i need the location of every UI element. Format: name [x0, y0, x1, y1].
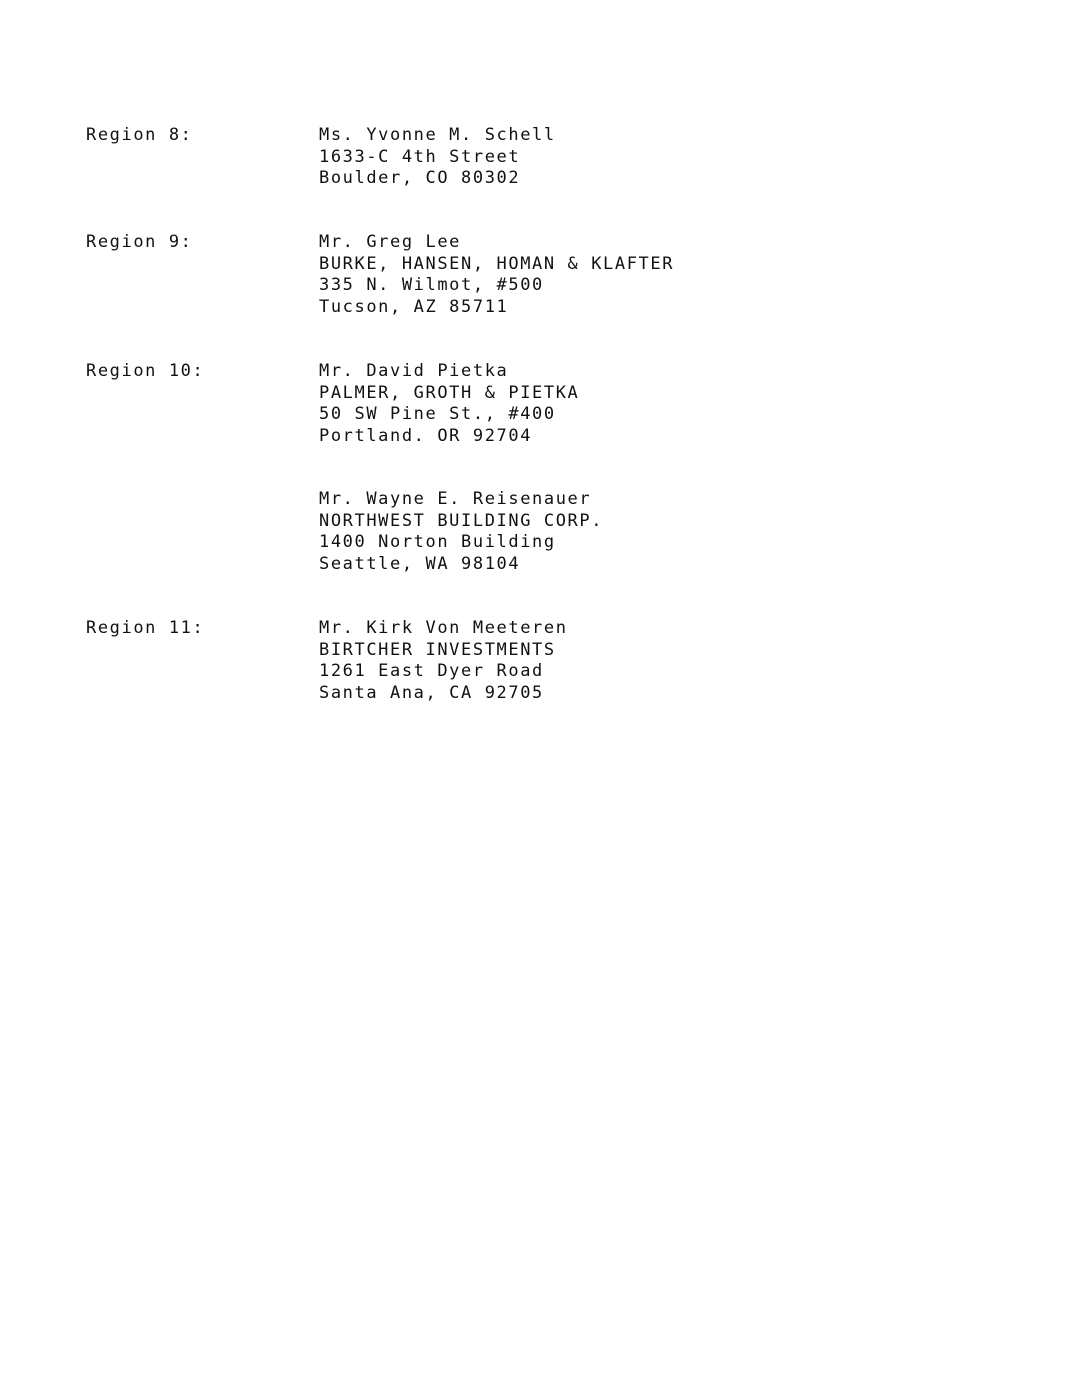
company-name: PALMER, GROTH & PIETKA — [319, 382, 580, 403]
region-label: Region 8: — [86, 125, 193, 145]
contact-name: Ms. Yvonne M. Schell — [319, 125, 556, 145]
address-block — [319, 232, 674, 318]
address-line: 1633-C 4th Street — [319, 146, 521, 167]
contact-name: Mr. David Pietka — [319, 361, 509, 381]
company-name: BIRTCHER INVESTMENTS — [319, 639, 556, 660]
region-label: Region 11: — [86, 618, 205, 638]
address-block — [319, 125, 556, 190]
address-block — [319, 361, 579, 447]
address-line: 335 N. Wilmot, #500 — [319, 275, 544, 295]
city-state-zip: Boulder, CO 80302 — [319, 168, 521, 188]
contact-name: Mr. Greg Lee — [319, 232, 462, 252]
company-name: NORTHWEST BUILDING CORP. — [319, 510, 604, 531]
address-line: 1400 Norton Building — [319, 532, 556, 552]
region-label: Region 9: — [86, 232, 193, 252]
region-label: Region 10: — [86, 361, 205, 381]
address-block — [319, 618, 568, 704]
city-state-zip: Santa Ana, CA 92705 — [319, 682, 544, 703]
city-state-zip: Portland. OR 92704 — [319, 425, 533, 446]
address-line: 50 SW Pine St., #400 — [319, 404, 556, 424]
address-block — [319, 489, 603, 575]
address-line: 1261 East Dyer Road — [319, 661, 544, 681]
contact-name: Mr. Wayne E. Reisenauer — [319, 489, 592, 509]
contact-name: Mr. Kirk Von Meeteren — [319, 618, 568, 638]
company-name: BURKE, HANSEN, HOMAN & KLAFTER — [319, 253, 675, 274]
city-state-zip: Tucson, AZ 85711 — [319, 296, 509, 317]
city-state-zip: Seattle, WA 98104 — [319, 553, 521, 574]
